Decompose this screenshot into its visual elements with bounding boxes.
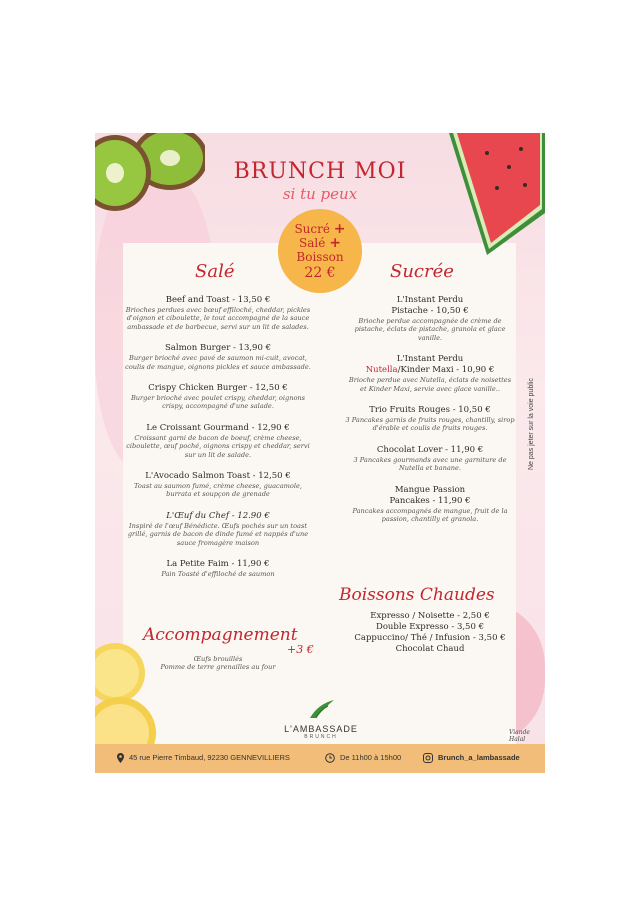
accompagnement-list bbox=[123, 655, 313, 672]
side-note: Ne pas jeter sur la voie public bbox=[528, 378, 535, 470]
list-item: Trio Fruits Rouges - 10,50 € 3 Pancakes garnis de fruits rouges, chantilly, sirop d'érable et coulis de fruits rouges. bbox=[345, 405, 515, 433]
list-item: Expresso / Noisette - 2,50 € bbox=[370, 611, 490, 621]
map-pin-icon bbox=[117, 753, 124, 763]
clock-icon bbox=[325, 753, 335, 763]
section-accompagnement-heading: Accompagnement bbox=[143, 625, 298, 645]
badge-price: 22 € bbox=[304, 265, 336, 281]
list-item: Mangue Passion Pancakes - 11,90 € Pancakes accompagnés de mangue, fruit de la passion, chantilly et granola. bbox=[352, 484, 508, 524]
footer-hours: De 11h00 à 15h00 bbox=[325, 753, 401, 763]
list-item: Le Croissant Gourmand - 12,90 € Croissant garni de bacon de boeuf, crème cheese, ciboulette, œuf poché, oignons crispy et cheddar, servi sur un lit de salade. bbox=[126, 422, 310, 459]
list-item: La Petite Faim - 11,90 € Pain Toasté d'effiloché de saumon bbox=[161, 559, 275, 579]
list-item: Chocolat Lover - 11,90 € 3 Pancakes gourmands avec une garniture de Nutella et banane. bbox=[353, 444, 507, 473]
formula-badge: Sucré + Salé + Boisson 22 € bbox=[278, 209, 362, 293]
accompagnement-item: Œufs brouillés bbox=[193, 655, 243, 663]
list-item: Double Expresso - 3,50 € bbox=[376, 622, 484, 632]
menu-subtitle: si tu peux bbox=[282, 185, 358, 203]
palm-leaf-icon bbox=[306, 698, 336, 720]
list-item: L'Avocado Salmon Toast - 12,50 € Toast au saumon fumé, crème cheese, guacamole, burrata et soupçon de grenade bbox=[134, 471, 302, 499]
list-item: Salmon Burger - 13,90 € Burger brioché avec pavé de saumon mi-cuit, avocat, coulis de mangue, oignons pickles et sauce ambassade. bbox=[125, 343, 311, 371]
brand-logo: L'AMBASSADE BRUNCH bbox=[281, 698, 361, 740]
accompagnement-price: +3 € bbox=[287, 643, 314, 656]
list-item: L'Œuf du Chef - 12.90 € Inspiré de l'œuf Bénédicte. Œufs pochés sur un toast grillé, garnis de bacon de dinde fumé et nappés d'une sauce fromagère maison bbox=[127, 510, 309, 547]
badge-sucre: Sucré bbox=[294, 222, 330, 236]
section-sale-heading: Salé bbox=[195, 261, 235, 282]
list-item: Chocolat Chaud bbox=[395, 644, 465, 654]
sucree-column bbox=[345, 295, 515, 535]
instagram-icon bbox=[423, 753, 433, 763]
footer-bar bbox=[95, 744, 545, 773]
list-item: Crispy Chicken Burger - 12,50 € Burger brioché avec poulet crispy, cheddar, oignons crispy, accompagné d'une salade. bbox=[130, 383, 306, 411]
footer-address: 45 rue Pierre Timbaud, 92230 GENNEVILLIERS bbox=[117, 753, 290, 763]
list-item: L'Instant Perdu Pistache - 10,50 € Brioche perdue accompagnée de crème de pistache, éclats de pistache, granola et glace vanille. bbox=[354, 295, 506, 342]
section-sucree-heading: Sucrée bbox=[390, 261, 454, 282]
badge-sale: Salé bbox=[299, 236, 326, 250]
list-item: L'Instant Perdu Nutella/Kinder Maxi - 10,90 € Brioche perdue avec Nutella, éclats de noisettes et Kinder Maxi, servie avec glace vanille.. bbox=[348, 354, 512, 393]
halal-note: Viande Halal bbox=[509, 729, 530, 743]
accompagnement-item: Pomme de terre grenailles au four bbox=[160, 663, 276, 672]
section-boissons-heading: Boissons Chaudes bbox=[339, 585, 495, 605]
badge-boisson: Boisson bbox=[296, 250, 344, 264]
boissons-list bbox=[345, 611, 515, 655]
sale-column bbox=[123, 295, 313, 591]
menu-page bbox=[95, 133, 545, 773]
footer-instagram[interactable]: Brunch_a_lambassade bbox=[423, 753, 520, 763]
list-item: Cappuccino/ Thé / Infusion - 3,50 € bbox=[354, 633, 506, 643]
menu-title: BRUNCH MOI bbox=[233, 159, 407, 184]
list-item: Beef and Toast - 13,50 € Brioches perdues avec bœuf effiloché, cheddar, pickles d'oignon et ciboulette, le tout accompagné de la sauce ambassade et de barbecue, servi sur un lit de salades. bbox=[125, 295, 311, 331]
